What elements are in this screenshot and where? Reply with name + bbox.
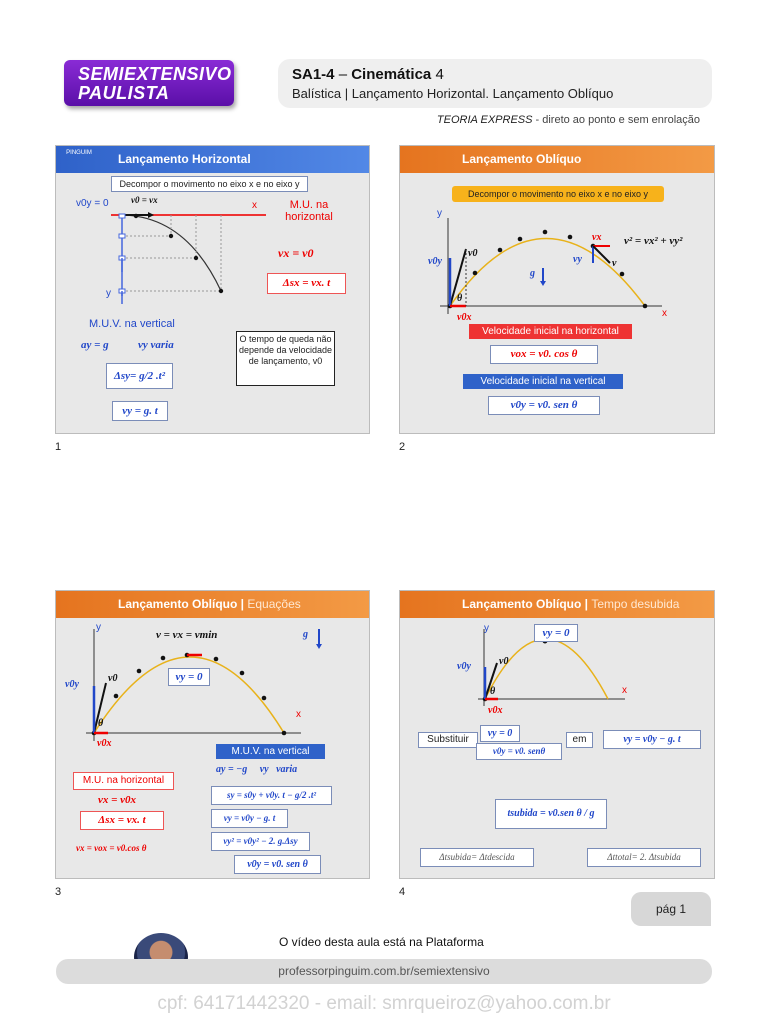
muv-vertical-title: M.U.V. na vertical (89, 318, 175, 330)
v0x-label: v0x (97, 738, 112, 749)
ay-line: ay = −g vy varia (216, 764, 298, 775)
gravity-label: g (303, 629, 308, 640)
lesson-subject: Cinemática (351, 66, 432, 83)
vx-equals-v0x: vx = v0x (98, 794, 137, 806)
v0y-equation: v0y = v0. sen θ (234, 855, 321, 874)
em-label: em (566, 732, 593, 748)
slide-3-number: 3 (55, 886, 62, 898)
v0y-equation: v0y = v0. sen θ (488, 396, 600, 415)
dsx-equation: Δsx = vx. t (80, 811, 164, 830)
platform-url[interactable]: professorpinguim.com.br/semiextensivo (56, 959, 712, 984)
slide-1-brand: PINGUIM (66, 150, 92, 156)
semiextensivo-logo (64, 60, 234, 106)
slide-4-number: 4 (399, 886, 406, 898)
substituir-label: Substituir (418, 732, 478, 748)
v-equals-vmin: v = vx = vmin (156, 629, 218, 641)
lesson-title (292, 66, 444, 83)
vy-equation: vy = v0y − g. t (603, 730, 701, 749)
v0y-label: v0y = 0 (76, 198, 109, 209)
slide-4-title: Lançamento Oblíquo | Tempo desubida (462, 597, 680, 611)
lesson-topic: Balística | Lançamento Horizontal. Lançamento Oblíquo (292, 86, 614, 101)
mu-horizontal-title: M.U. na horizontal (285, 199, 333, 223)
muv-vertical-title: M.U.V. na vertical (216, 744, 325, 759)
lesson-dash: – (338, 66, 348, 83)
theta-label: θ (98, 718, 104, 729)
teoria-label: TEORIA EXPRESS (436, 114, 533, 126)
video-notice: O vídeo desta aula está na Plataforma (279, 935, 484, 949)
v0x-label: v0x (457, 312, 472, 323)
v0y-label: v0y (457, 661, 471, 672)
slide-1-subtitle-box: Decompor o movimento no eixo x e no eixo y (111, 176, 308, 192)
page-number: pág 1 (631, 892, 711, 926)
dt-total: Δttotal= 2. Δtsubida (587, 848, 701, 867)
logo-line1: SEMIEXTENSIVO (78, 64, 232, 84)
theta-label: θ (490, 686, 496, 697)
gravity-label: g (530, 268, 535, 279)
slide-3 (55, 590, 370, 879)
lesson-header (278, 59, 712, 108)
tsubida-equation: tsubida = v0.sen θ / g (495, 799, 607, 829)
y-axis-label: y (106, 288, 111, 299)
vertical-velocity-title: Velocidade inicial na vertical (463, 374, 623, 389)
x-axis-label: x (296, 709, 301, 720)
horizontal-velocity-title: Velocidade inicial na horizontal (469, 324, 632, 339)
x-axis-label: x (662, 308, 667, 319)
trajectory (485, 639, 608, 699)
slide-2-number: 2 (399, 441, 406, 453)
dt-subida-descida: Δtsubida= Δtdescida (420, 848, 534, 867)
vy-varia: vy varia (138, 339, 174, 351)
vx-equals-v0: vx = v0 (278, 246, 314, 260)
dsy-equation: Δsy= g/2 .t² (106, 363, 173, 389)
fall-time-note: O tempo de queda não depende da velocidade de lançamento, v0 (236, 331, 335, 386)
vy-squared-equation: vy² = v0y² − 2. g.Δsy (211, 832, 310, 851)
vy-equation: vy = v0y − g. t (211, 809, 288, 828)
vy-zero-box: vy = 0 (534, 624, 578, 642)
logo-line2: PAULISTA (78, 83, 170, 103)
v0-label: v0 (499, 656, 509, 667)
dsx-equation: Δsx = vx. t (267, 273, 346, 294)
vx-full-equation: vx = vox = v0.cos θ (76, 843, 147, 853)
v0y-label: v0y (428, 256, 442, 267)
watermark-text: cpf: 64171442320 - email: smrqueiroz@yahoo.com.br (157, 993, 611, 1014)
ay-equals-g: ay = g (81, 339, 109, 351)
x-axis-label: x (252, 200, 257, 211)
slide-2-subtitle-box: Decompor o movimento no eixo x e no eixo y (452, 186, 664, 202)
trajectory (450, 239, 645, 307)
slide-2-diagram (400, 146, 714, 433)
slide-4-title-main: Lançamento Oblíquo (462, 597, 582, 611)
slide-3-title-main: Lançamento Oblíquo (118, 597, 238, 611)
y-axis-label: y (484, 623, 489, 634)
substitute-vy-zero: vy = 0 (480, 725, 520, 742)
v0x-label: v0x (488, 705, 503, 716)
slide-1-title: Lançamento Horizontal (118, 152, 251, 166)
vx-label: vx (592, 232, 602, 243)
vy-label: vy (573, 254, 582, 265)
slide-2-title: Lançamento Oblíquo (462, 152, 582, 166)
y-axis-label: y (96, 622, 101, 633)
v-label: v (612, 258, 617, 269)
lesson-number: 4 (435, 66, 444, 83)
x-axis-label: x (622, 685, 627, 696)
slide-3-title: Lançamento Oblíquo | Equações (118, 597, 301, 611)
slide-1 (55, 145, 370, 434)
v0-equals-vx: v0 = vx (131, 195, 158, 205)
teoria-rest: - direto ao ponto e sem enrolação (532, 114, 700, 126)
lesson-code: SA1-4 (292, 66, 335, 83)
mu-horizontal-title: M.U. na horizontal (73, 772, 174, 790)
vox-equation: vox = v0. cos θ (490, 345, 598, 364)
sy-equation: sy = s0y + v0y. t − g/2 .t² (211, 786, 332, 805)
v0-label: v0 (108, 673, 118, 684)
substitute-v0y: v0y = v0. senθ (476, 743, 562, 760)
v0y-label: v0y (65, 679, 79, 690)
v-squared-equation: v² = vx² + vy² (624, 235, 683, 247)
slide-3-title-sub: Equações (247, 597, 301, 611)
vy-zero-box: vy = 0 (168, 668, 210, 686)
slide-4 (399, 590, 715, 879)
teoria-express (437, 114, 700, 126)
theta-label: θ (457, 293, 463, 304)
slide-4-title-sub: Tempo desubida (591, 597, 680, 611)
trajectory (122, 215, 221, 291)
v0-label: v0 (468, 248, 478, 259)
slide-1-number: 1 (55, 441, 62, 453)
y-axis-label: y (437, 208, 442, 219)
slide-2 (399, 145, 715, 434)
vy-equation: vy = g. t (112, 401, 168, 421)
